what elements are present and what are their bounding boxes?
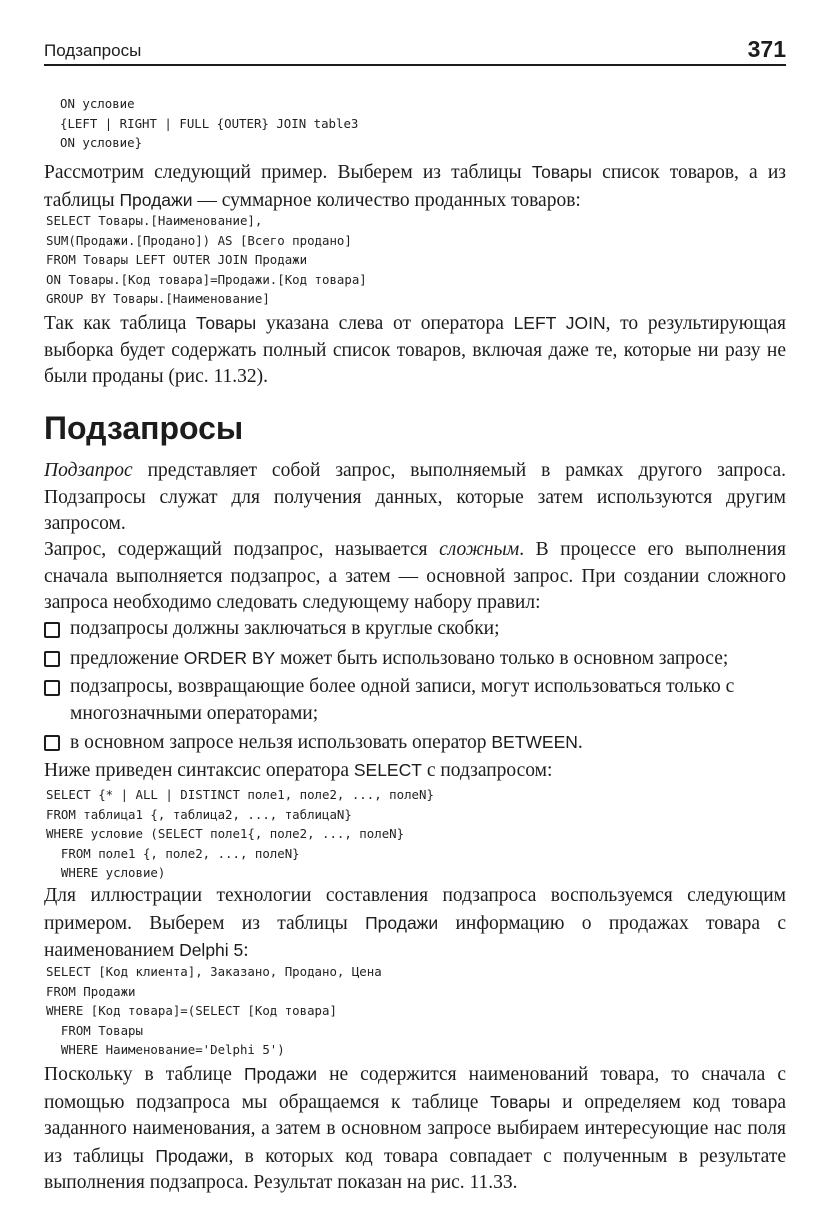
paragraph-left-join-explanation: Так как таблица Товары указана слева от оператора LEFT JOIN, то результирующая выборка будет содержать полный список товаров, включая даже те, которые ни разу не были проданы (рис. 11.32). <box>44 313 786 387</box>
checkbox-bullet-icon <box>44 680 60 696</box>
checkbox-bullet-icon <box>44 622 60 638</box>
page-number: 371 <box>747 36 786 62</box>
running-title: Подзапросы <box>44 41 142 60</box>
rule-list-item: подзапросы, возвращающие более одной записи, могут использоваться только с многозначными операторами; <box>44 674 786 727</box>
page-header <box>44 38 786 66</box>
code-subquery-syntax: SELECT {* | ALL | DISTINCT поле1, поле2, ..., полеN} FROM таблица1 {, таблица2, ..., таблицаN} WHERE условие (SELECT поле1{, поле2, ..., полеN} FROM поле1 {, поле2, ..., полеN} WHERE условие) <box>46 787 434 881</box>
paragraph-example-intro: Рассмотрим следующий пример. Выберем из таблицы Товары список товаров, а из таблицы Продажи — суммарное количество проданных товаров: <box>44 162 786 211</box>
section-heading: Подзапросы <box>44 410 244 446</box>
rule-list-item: подзапросы должны заключаться в круглые скобки; <box>44 616 786 643</box>
rule-list-item: предложение ORDER BY может быть использовано только в основном запросе; <box>44 645 786 673</box>
paragraph-subquery-explanation: Поскольку в таблице Продажи не содержится наименований товара, то сначала с помощью подзапроса мы обращаемся к таблице Товары и определяем код товара заданного наименования, а затем в основном запросе выбираем интересующие нас поля из таблицы Продажи, в которых код товара совпадает с полученным в результате выполнения подзапроса. Результат показан на рис. 11.33. <box>44 1064 786 1193</box>
rule-list-item: в основном запросе нельзя использовать оператор BETWEEN. <box>44 729 786 757</box>
paragraph-complex-query: Запрос, содержащий подзапрос, называется сложным. В процессе его выполнения сначала выполняется подзапрос, а затем — основной запрос. При создании сложного запроса необходимо следовать следующему набору правил: <box>44 539 786 613</box>
paragraph-syntax-intro: Ниже приведен синтаксис оператора SELECT с подзапросом: <box>44 760 553 781</box>
paragraph-illustration: Для иллюстрации технологии составления подзапроса воспользуемся следующим примером. Выберем из таблицы Продажи информацию о продажах товара с наименованием Delphi 5: <box>44 885 786 961</box>
code-subquery-example: SELECT [Код клиента], Заказано, Продано, Цена FROM Продажи WHERE [Код товара]=(SELECT [Код товара] FROM Товары WHERE Наименование='Delphi 5') <box>46 964 382 1058</box>
code-left-join-example: SELECT Товары.[Наименование], SUM(Продажи.[Продано]) AS [Всего продано] FROM Товары LEFT OUTER JOIN Продажи ON Товары.[Код товара]=Продажи.[Код товара] GROUP BY Товары.[Наименование] <box>46 213 367 307</box>
code-join-syntax: ON условие {LEFT | RIGHT | FULL {OUTER} JOIN table3 ON условие} <box>60 96 359 151</box>
checkbox-bullet-icon <box>44 651 60 667</box>
paragraph-subquery-definition: Подзапрос представляет собой запрос, выполняемый в рамках другого запроса. Подзапросы служат для получения данных, которые затем используются другим запросом. <box>44 460 786 534</box>
checkbox-bullet-icon <box>44 735 60 751</box>
